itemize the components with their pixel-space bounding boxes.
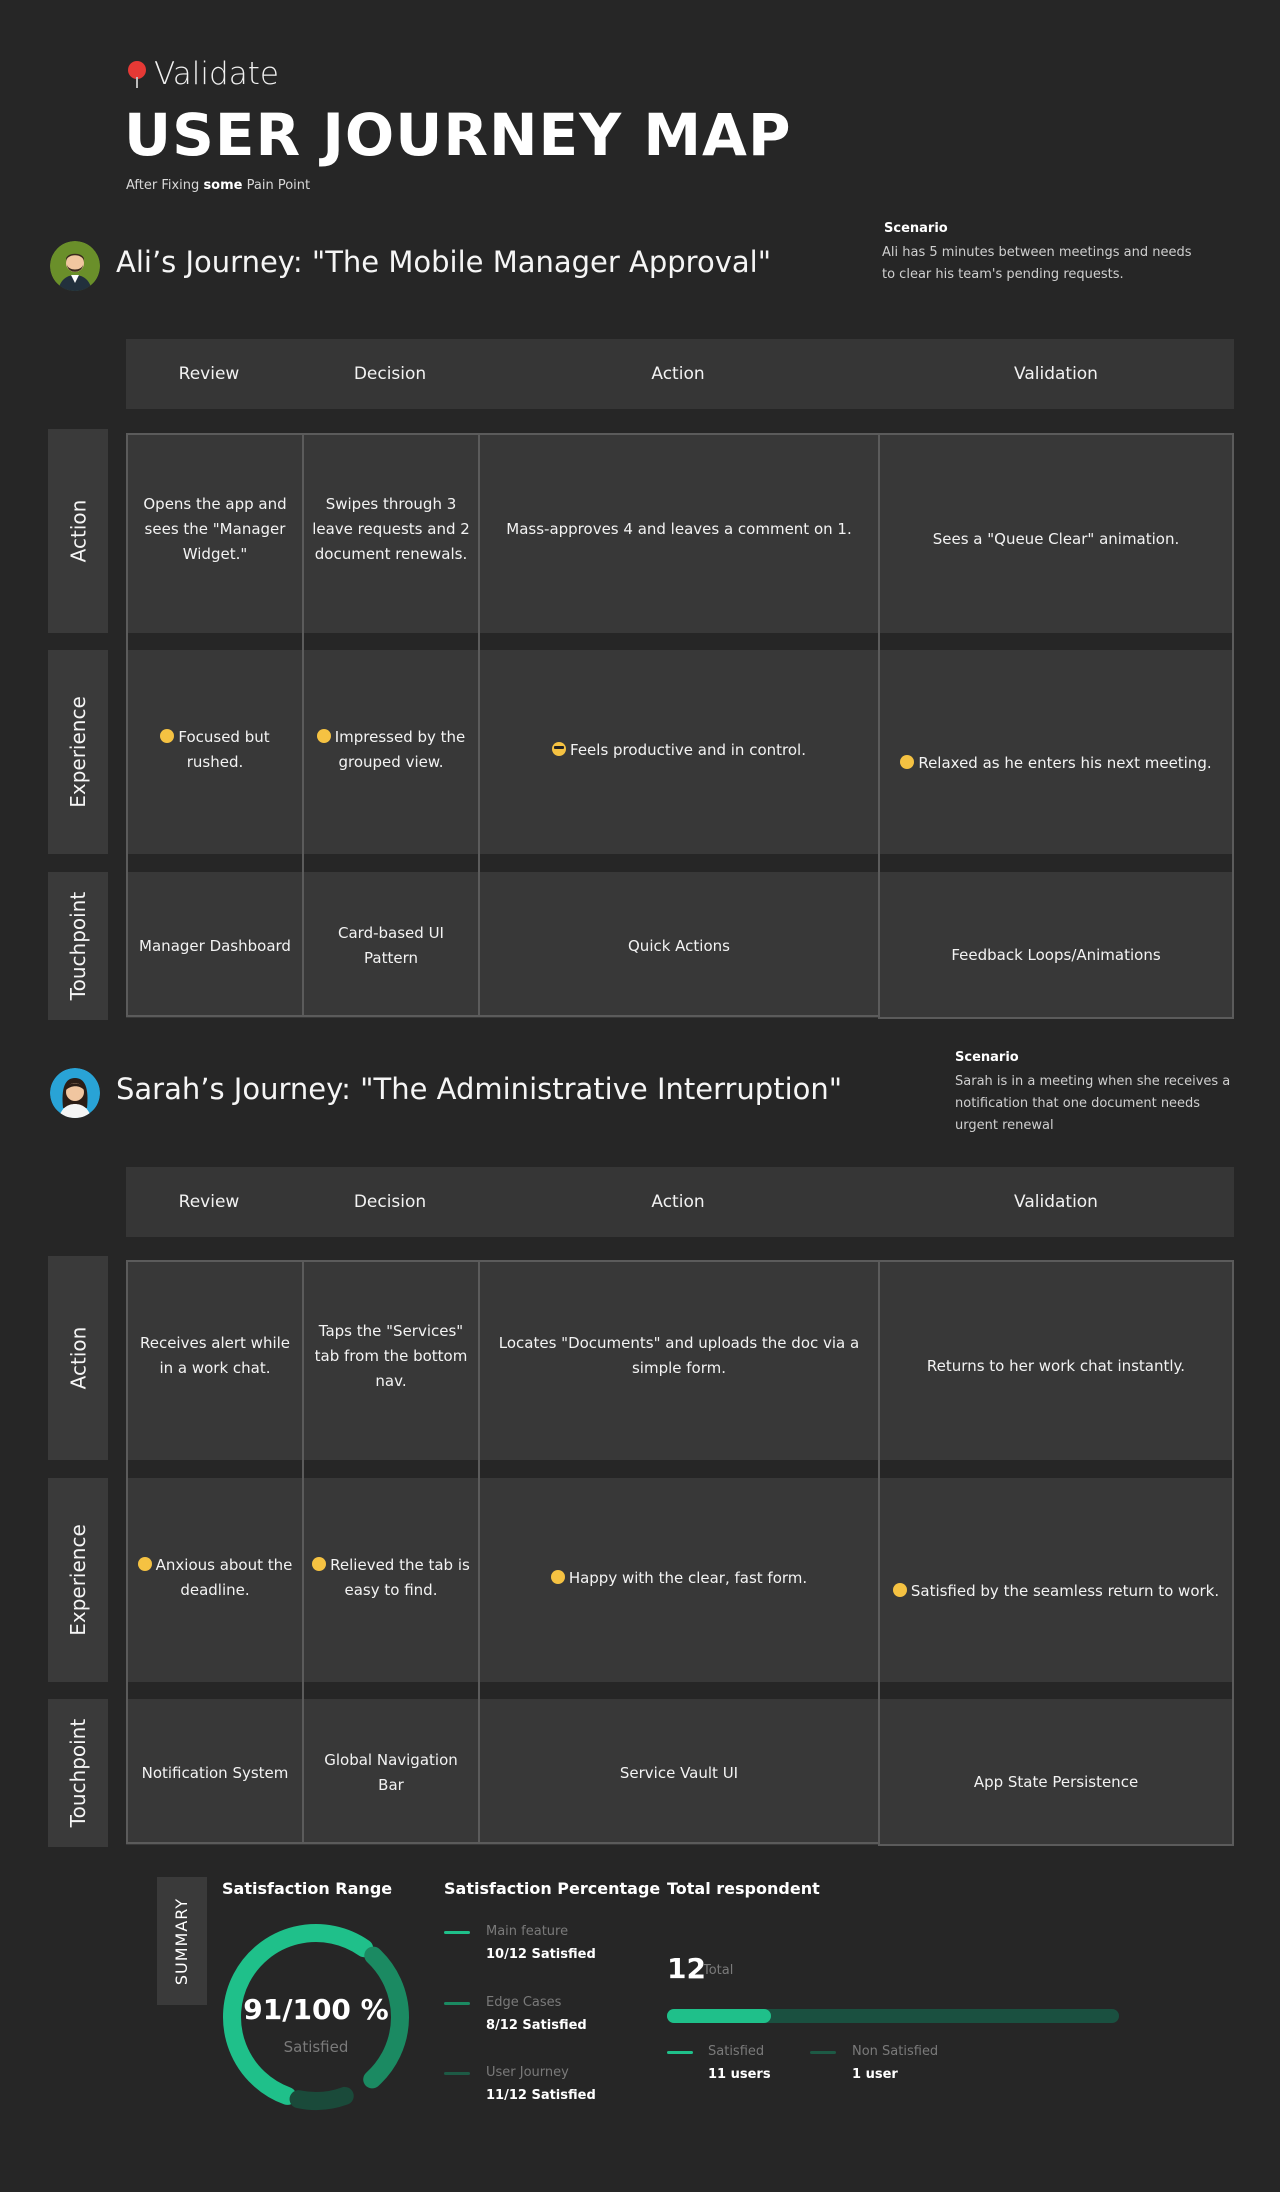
- cool-emoji-icon: [552, 742, 566, 756]
- ali-touchpoint-validation: Feedback Loops/Animations: [951, 945, 1161, 964]
- user-journey-value: 11/12 Satisfied: [486, 2088, 596, 2103]
- sarah-row-label-experience: Experience: [48, 1478, 108, 1682]
- relaxed-emoji-icon: [900, 755, 914, 769]
- main-feature-legend-line: [444, 1931, 470, 1934]
- sarah-experience-decision: Relieved the tab is easy to find.: [304, 1480, 478, 1676]
- impressed-emoji-icon: [317, 729, 331, 743]
- ali-scenario-label: Scenario: [884, 221, 948, 236]
- sarah-touchpoint-review: Notification System: [141, 1763, 289, 1782]
- grid-line: [1232, 433, 1234, 1018]
- respondent-progress-track: [667, 2009, 1119, 2023]
- ali-action-review: Opens the app and sees the "Manager Widget.": [143, 494, 287, 563]
- sarah-touchpoint-action: Service Vault UI: [619, 1763, 739, 1782]
- satisfaction-percentage-title: Satisfaction Percentage: [444, 1879, 661, 1898]
- sarah-action-action: Locates "Documents" and uploads the doc via a simple form.: [498, 1334, 860, 1377]
- happy-emoji-icon: [551, 1570, 565, 1584]
- satisfaction-gauge: [218, 1919, 414, 2115]
- summary-label: SUMMARY: [157, 1877, 207, 2005]
- ali-experience-action: Feels productive and in control.: [480, 652, 878, 848]
- sarah-action-decision: Taps the "Services" tab from the bottom nav.: [314, 1321, 468, 1390]
- ali-avatar: [50, 241, 100, 291]
- satisfaction-range-title: Satisfaction Range: [222, 1879, 393, 1898]
- user-journey-legend-line: [444, 2072, 470, 2075]
- sarah-row-label-action: Action: [48, 1256, 108, 1460]
- satisfied-emoji-icon: [893, 1583, 907, 1597]
- stage-validation: Validation: [1014, 364, 1098, 384]
- satisfaction-range-caption: Satisfied: [283, 2038, 349, 2056]
- gauge-user-journey-arc: [299, 2096, 345, 2101]
- main-feature-name: Main feature: [486, 1924, 569, 1939]
- respondent-progress-fill: [667, 2009, 771, 2023]
- ali-touchpoint-action: Quick Actions: [628, 936, 730, 955]
- edge-cases-name: Edge Cases: [486, 1995, 562, 2010]
- sarah-avatar: [50, 1068, 100, 1118]
- ali-touchpoint-review: Manager Dashboard: [139, 936, 291, 955]
- ali-experience-review: Focused but rushed.: [128, 652, 302, 848]
- sarah-action-validation: Returns to her work chat instantly.: [926, 1356, 1186, 1375]
- ali-stage-header: [126, 339, 1234, 409]
- grid-line: [1232, 1260, 1234, 1845]
- validate-label: Validate: [154, 56, 279, 92]
- stage-decision: Decision: [353, 1192, 427, 1212]
- sarah-scenario-text: Sarah is in a meeting when she receives a notification that one document needs urgent renewal: [955, 1074, 1231, 1133]
- ali-journey-title: Ali’s Journey: "The Mobile Manager Approval": [116, 245, 772, 279]
- sarah-journey-title: Sarah’s Journey: "The Administrative Interruption": [116, 1072, 843, 1106]
- stage-review: Review: [178, 1192, 240, 1212]
- stage-decision: Decision: [353, 364, 427, 384]
- user-journey-name: User Journey: [486, 2065, 569, 2080]
- page-subtitle: After Fixing some Pain Point: [126, 178, 311, 193]
- total-respondent-label: Total: [703, 1963, 734, 1978]
- sarah-experience-validation: Satisfied by the seamless return to work.: [880, 1480, 1232, 1702]
- focused-emoji-icon: [160, 729, 174, 743]
- main-feature-value: 10/12 Satisfied: [486, 1947, 596, 1962]
- stage-action: Action: [651, 364, 705, 384]
- ali-row-label-experience: Experience: [48, 650, 108, 854]
- sarah-touchpoint-decision: Global Navigation Bar: [324, 1751, 458, 1794]
- sarah-row-label-touchpoint: Touchpoint: [48, 1699, 108, 1847]
- edge-cases-legend-line: [444, 2002, 470, 2005]
- page-title: USER JOURNEY MAP: [124, 101, 792, 169]
- sarah-stage-header: [126, 1167, 1234, 1237]
- ali-scenario-text: Ali has 5 minutes between meetings and needs to clear his team's pending requests.: [882, 245, 1192, 282]
- ali-row-label-touchpoint: Touchpoint: [48, 872, 108, 1020]
- ali-action-action: Mass-approves 4 and leaves a comment on 1.: [506, 519, 852, 538]
- non-satisfied-value: 1 user: [852, 2067, 898, 2082]
- non-satisfied-legend-line: [810, 2051, 836, 2054]
- stage-validation: Validation: [1014, 1192, 1098, 1212]
- anxious-emoji-icon: [138, 1557, 152, 1571]
- non-satisfied-label: Non Satisfied: [852, 2044, 939, 2059]
- sarah-scenario-label: Scenario: [955, 1050, 1019, 1065]
- relieved-emoji-icon: [312, 1557, 326, 1571]
- ali-experience-decision: Impressed by the grouped view.: [304, 652, 478, 848]
- ali-action-decision: Swipes through 3 leave requests and 2 document renewals.: [312, 494, 470, 563]
- ali-action-validation: Sees a "Queue Clear" animation.: [932, 529, 1180, 548]
- validate-heading: [126, 56, 279, 92]
- ali-row-label-action: Action: [48, 429, 108, 633]
- sarah-experience-review: Anxious about the deadline.: [128, 1480, 302, 1676]
- total-respondent-title: Total respondent: [667, 1879, 820, 1898]
- sarah-touchpoint-validation: App State Persistence: [973, 1772, 1139, 1791]
- satisfaction-range-value: 91/100 %: [243, 1993, 389, 2026]
- sarah-experience-action: Happy with the clear, fast form.: [480, 1480, 878, 1676]
- sarah-action-review: Receives alert while in a work chat.: [139, 1334, 291, 1377]
- satisfied-value: 11 users: [708, 2067, 771, 2082]
- ali-touchpoint-decision: Card-based UI Pattern: [338, 924, 444, 967]
- stage-review: Review: [178, 364, 240, 384]
- stage-action: Action: [651, 1192, 705, 1212]
- edge-cases-value: 8/12 Satisfied: [486, 2018, 587, 2033]
- ali-experience-validation: Relaxed as he enters his next meeting.: [880, 652, 1232, 874]
- satisfied-label: Satisfied: [708, 2044, 765, 2059]
- satisfied-legend-line: [667, 2051, 693, 2054]
- total-respondent-number: 12: [667, 1952, 706, 1985]
- location-pin-icon: [126, 59, 148, 89]
